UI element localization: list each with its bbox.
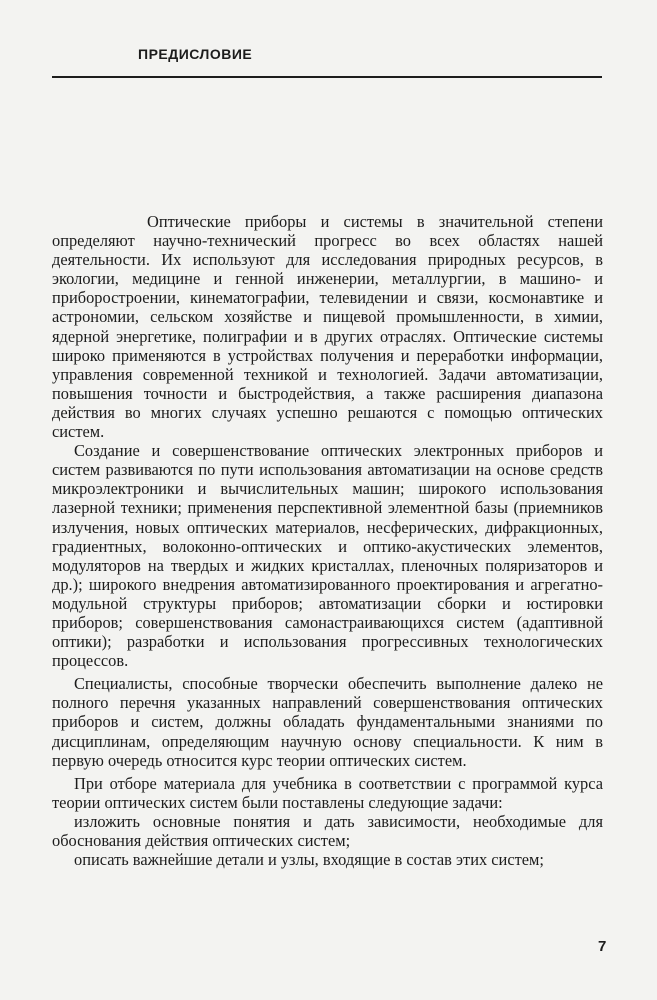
body-text [52, 212, 603, 869]
section-title: ПРЕДИСЛОВИЕ [138, 46, 253, 62]
paragraph-task-2: описать важнейшие детали и узлы, входящие в состав этих систем; [74, 850, 544, 870]
paragraph-task-1: изложить основные понятия и дать зависимости, необходимые для обоснования действия оптических систем; [52, 811, 603, 850]
paragraph-specialists: Специалисты, способные творчески обеспечить выполнение далеко не полного перечня указанных направлений совершенствования оптических приборов и систем, должны обладать фундаментальными знаниями по дисциплинам, определяющим научную основу специальности. К ним в первую очередь относится курс теории оптических систем. [52, 674, 603, 770]
page-number: 7 [598, 938, 607, 955]
paragraph-intro: Оптические приборы и системы в значительной степени определяют научно-технический прогресс во всех областях нашей деятельности. Их используют для исследования природных ресурсов, в экологии, медицине и генной инженерии, металлургии, в машино- и приборостроении, кинематографии, телевидении и связи, космонавтике и астрономии, сельском хозяйстве и пищевой промышленности, в химии, ядерной энергетике, полиграфии и в других отраслях. Оптические системы широко применяются в устройствах получения и переработки информации, управления современной техникой и технологией. Задачи автоматизации, повышения точности и быстродействия, а также расширения диапазона действия во многих случаях успешно решаются с помощью оптических систем. [52, 212, 603, 442]
paragraph-selection: При отборе материала для учебника в соответствии с программой курса теории оптических систем были поставлены следующие задачи: [52, 773, 603, 812]
paragraph-development: Создание и совершенствование оптических электронных приборов и систем развиваются по пути использования автоматизации на основе средств микроэлектроники и вычислительных машин; широкого использования лазерной техники; применения перспективной элементной базы (приемников излучения, новых оптических материалов, несферических, дифракционных, градиентных, волоконно-оптических и оптико-акустических элементов, модуляторов на твердых и жидких кристаллах, пленочных поляризаторов и др.); широкого внедрения автоматизированного проектирования и агрегатно-модульной структуры приборов; автоматизации сборки и юстировки приборов; совершенствования самонастраивающихся систем (адаптивной оптики); разработки и использования прогрессивных технологических процессов. [52, 441, 603, 671]
header-rule [52, 76, 602, 78]
